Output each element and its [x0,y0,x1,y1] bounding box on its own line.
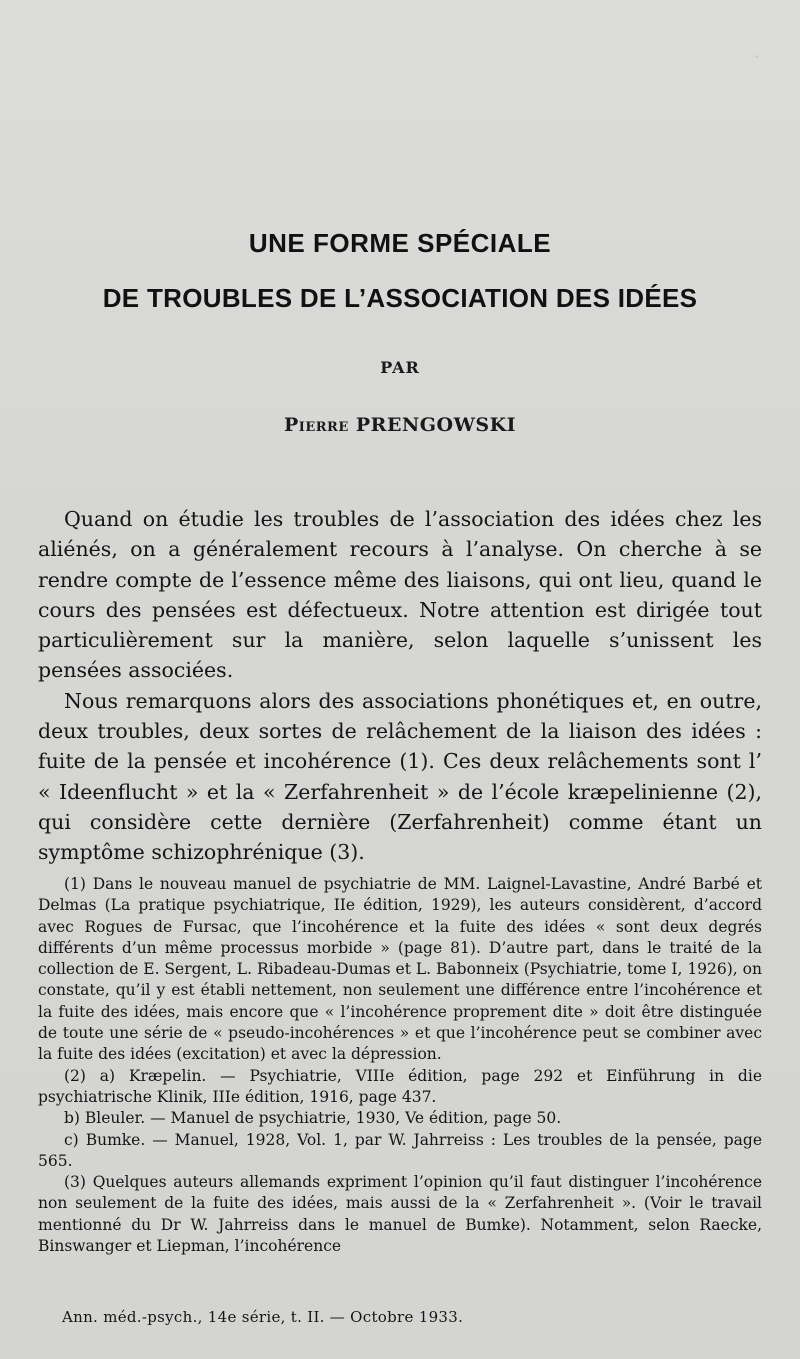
footnote-2b: b) Bleuler. — Manuel de psychiatrie, 1930, Ve édition, page 50. [64,1109,562,1128]
footnote-2a: (2) a) Kræpelin. — Psychiatrie, VIIIe édition, page 292 et Einführung in die psychiatrische Klinik, IIIe édition, 1916, page 437. [38,1066,762,1106]
author [0,414,800,436]
article-body [38,504,762,868]
title-line-2: DE TROUBLES DE L’ASSOCIATION DES IDÉES [102,283,698,313]
par-label: PAR [380,358,420,377]
journal-footer: Ann. méd.-psych., 14e série, t. II. — Octobre 1933. [62,1308,464,1326]
footnotes [38,874,762,1257]
bleed-through-text: · [753,45,760,69]
footnote-1: (1) Dans le nouveau manuel de psychiatrie de MM. Laignel-Lavastine, André Barbé et Delmas (La pratique psychiatrique, IIe édition, 1929), les auteurs considèrent, d’accord avec Rogues de Fursac, que l’incohérence et la fuite des idées « sont deux degrés différents d’un même processus morbide » (page 81). D’autre part, dans le traité de la collection de E. Sergent, L. Ribadeau-Dumas et L. Babonneix (Psychiatrie, tome I, 1926), on constate, qu’il y est établi nettement, non seulement une différence entre l’incohérence et la fuite des idées, mais encore que « l’incohérence proprement dite » doit être distinguée de toute une série de « pseudo-incohérences » et que l’incohérence peut se combiner avec la fuite des idées (excitation) et avec la dépression. [38,875,762,1064]
footnote-2c: c) Bumke. — Manuel, 1928, Vol. 1, par W. Jahrreiss : Les troubles de la pensée, page 565. [38,1130,762,1170]
paragraph-1: Quand on étudie les troubles de l’association des idées chez les aliénés, on a généralement recours à l’analyse. On cherche à se rendre compte de l’essence même des liaisons, qui ont lieu, quand le cours des pensées est défectueux. Notre attention est dirigée tout particulièrement sur la manière, selon laquelle s’unissent les pensées associées. [38,507,762,683]
author-first-name: Pierre [283,414,349,436]
author-last-name: PRENGOWSKI [355,414,517,436]
footnote-3: (3) Quelques auteurs allemands expriment l’opinion qu’il faut distinguer l’incohérence non seulement de la fuite des idées, mais aussi de la « Zerfahrenheit ». (Voir le travail mentionné du Dr W. Jahrreiss dans le manuel de Bumke). Notamment, selon Raecke, Binswanger et Liepman, l’incohérence [38,1173,762,1256]
title-line-1: UNE FORME SPÉCIALE [248,228,552,258]
paragraph-2: Nous remarquons alors des associations phonétiques et, en outre, deux troubles, deux sortes de relâchement de la liaison des idées : fuite de la pensée et incohérence (1). Ces deux relâchements sont l’ « Ideenflucht » et la « Zerfahrenheit » de l’école kræpelinienne (2), qui considère cette dernière (Zerfahrenheit) comme étant un symptôme schizophrénique (3). [38,688,762,865]
